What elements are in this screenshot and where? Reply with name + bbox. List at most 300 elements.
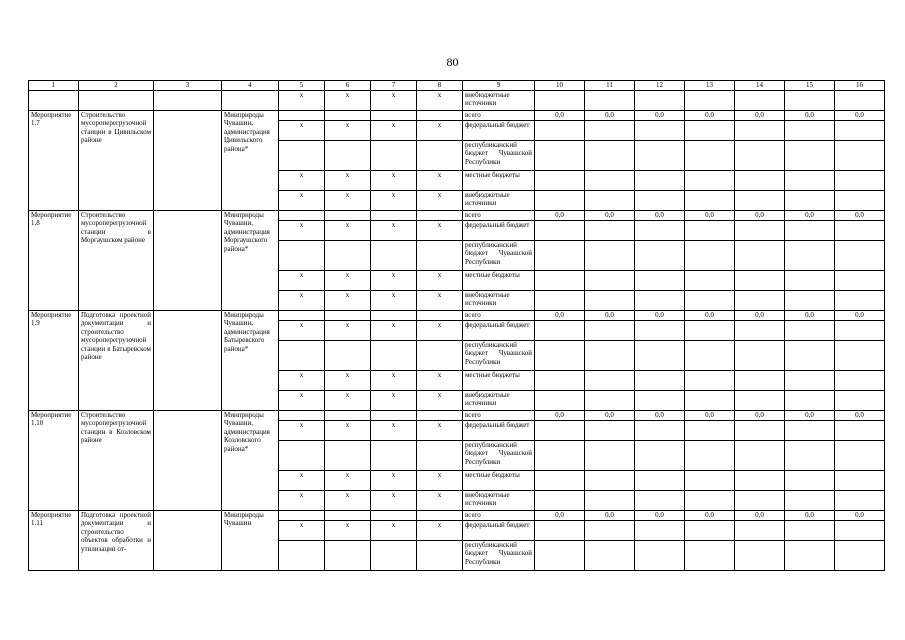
empty-cell: [417, 111, 463, 121]
value-cell: [785, 521, 835, 541]
mark-cell: x: [417, 171, 463, 191]
value-cell: [785, 371, 835, 391]
empty-cell: [325, 311, 371, 321]
zero-value-cell: 0,0: [535, 311, 585, 321]
empty-cell: [154, 511, 222, 571]
value-cell: [735, 421, 785, 441]
column-number: 16: [835, 81, 885, 91]
value-cell: [635, 321, 685, 341]
mark-cell: x: [371, 171, 417, 191]
funding-source: республиканский бюджет Чувашской Республики: [463, 341, 535, 371]
value-cell: [685, 191, 735, 211]
value-cell: [535, 141, 585, 171]
value-cell: [585, 521, 635, 541]
mark-cell: x: [325, 221, 371, 241]
value-cell: [535, 341, 585, 371]
mark-cell: x: [417, 391, 463, 411]
value-cell: [735, 341, 785, 371]
event-executor: Минприроды Чувашии, администрация Цивильского района*: [222, 111, 279, 211]
empty-cell: [279, 311, 325, 321]
zero-value-cell: 0,0: [585, 111, 635, 121]
mark-cell: x: [417, 191, 463, 211]
event-title: Строительство мусороперегрузочной станции в Цивильском районе: [79, 111, 154, 211]
page-number: 80: [446, 55, 459, 69]
zero-value-cell: 0,0: [585, 511, 635, 521]
value-cell: [735, 521, 785, 541]
value-cell: [635, 91, 685, 111]
empty-cell: [154, 311, 222, 411]
value-cell: [535, 291, 585, 311]
value-cell: [835, 391, 885, 411]
value-cell: [535, 391, 585, 411]
value-cell: [685, 471, 735, 491]
mark-cell: x: [417, 521, 463, 541]
value-cell: [685, 271, 735, 291]
event-name: Мероприятие 1.11: [29, 511, 79, 571]
empty-cell: [325, 241, 371, 271]
mark-cell: x: [371, 271, 417, 291]
mark-cell: x: [279, 521, 325, 541]
value-cell: [585, 441, 635, 471]
event-title: Подготовка проектной документации и строительство мусороперегрузочной станции в Батыревском районе: [79, 311, 154, 411]
value-cell: [785, 221, 835, 241]
event-total-row: [29, 311, 885, 321]
value-cell: [685, 421, 735, 441]
empty-cell: [417, 511, 463, 521]
value-cell: [685, 291, 735, 311]
zero-value-cell: 0,0: [735, 111, 785, 121]
funding-source: республиканский бюджет Чувашской Республики: [463, 141, 535, 171]
value-cell: [635, 191, 685, 211]
column-number: 10: [535, 81, 585, 91]
value-cell: [735, 221, 785, 241]
value-cell: [635, 141, 685, 171]
funding-source: местные бюджеты: [463, 171, 535, 191]
zero-value-cell: 0,0: [785, 211, 835, 221]
value-cell: [635, 441, 685, 471]
value-cell: [685, 141, 735, 171]
value-cell: [785, 191, 835, 211]
value-cell: [835, 341, 885, 371]
event-executor: Минприроды Чувашии, администрация Козловского района*: [222, 411, 279, 511]
empty-cell: [79, 91, 154, 111]
mark-cell: x: [279, 321, 325, 341]
empty-cell: [29, 91, 79, 111]
zero-value-cell: 0,0: [585, 211, 635, 221]
zero-value-cell: 0,0: [535, 411, 585, 421]
empty-cell: [279, 241, 325, 271]
empty-cell: [325, 211, 371, 221]
value-cell: [835, 141, 885, 171]
value-cell: [585, 321, 635, 341]
value-cell: [685, 171, 735, 191]
mark-cell: x: [417, 221, 463, 241]
value-cell: [635, 521, 685, 541]
empty-cell: [279, 441, 325, 471]
zero-value-cell: 0,0: [785, 411, 835, 421]
zero-value-cell: 0,0: [685, 411, 735, 421]
zero-value-cell: 0,0: [835, 411, 885, 421]
empty-cell: [371, 541, 417, 571]
mark-cell: x: [325, 391, 371, 411]
mark-cell: x: [371, 91, 417, 111]
value-cell: [835, 171, 885, 191]
mark-cell: x: [417, 321, 463, 341]
value-cell: [535, 221, 585, 241]
empty-cell: [417, 241, 463, 271]
value-cell: [635, 491, 685, 511]
value-cell: [835, 441, 885, 471]
value-cell: [685, 221, 735, 241]
table-body: [29, 81, 885, 571]
zero-value-cell: 0,0: [735, 511, 785, 521]
mark-cell: x: [417, 491, 463, 511]
value-cell: [735, 241, 785, 271]
funding-source: федеральный бюджет: [463, 121, 535, 141]
funding-source: федеральный бюджет: [463, 421, 535, 441]
value-cell: [735, 491, 785, 511]
value-cell: [635, 171, 685, 191]
zero-value-cell: 0,0: [685, 311, 735, 321]
value-cell: [535, 491, 585, 511]
funding-source: внебюджетные источники: [463, 191, 535, 211]
empty-cell: [325, 541, 371, 571]
value-cell: [635, 271, 685, 291]
mark-cell: x: [325, 191, 371, 211]
mark-cell: x: [279, 471, 325, 491]
zero-value-cell: 0,0: [635, 211, 685, 221]
value-cell: [785, 291, 835, 311]
zero-value-cell: 0,0: [785, 511, 835, 521]
event-executor: Минприроды Чувашии, администрация Батыревского района*: [222, 311, 279, 411]
empty-cell: [325, 141, 371, 171]
event-executor: Минприроды Чувашии: [222, 511, 279, 571]
zero-value-cell: 0,0: [585, 311, 635, 321]
mark-cell: x: [279, 271, 325, 291]
value-cell: [585, 371, 635, 391]
zero-value-cell: 0,0: [835, 211, 885, 221]
event-title: Строительство мусороперегрузочной станции в Козловском районе: [79, 411, 154, 511]
value-cell: [735, 271, 785, 291]
zero-value-cell: 0,0: [635, 511, 685, 521]
value-cell: [785, 471, 835, 491]
event-name: Мероприятие 1.10: [29, 411, 79, 511]
zero-value-cell: 0,0: [735, 411, 785, 421]
value-cell: [785, 241, 835, 271]
value-cell: [785, 441, 835, 471]
zero-value-cell: 0,0: [735, 211, 785, 221]
event-total-row: [29, 111, 885, 121]
value-cell: [585, 271, 635, 291]
mark-cell: x: [279, 491, 325, 511]
event-title: Подготовка проектной документации и строительство объектов обработки и утилизации от-: [79, 511, 154, 571]
value-cell: [685, 341, 735, 371]
value-cell: [585, 121, 635, 141]
value-cell: [585, 541, 635, 571]
zero-value-cell: 0,0: [635, 311, 685, 321]
empty-cell: [371, 511, 417, 521]
value-cell: [635, 241, 685, 271]
value-cell: [585, 341, 635, 371]
empty-cell: [279, 341, 325, 371]
value-cell: [835, 121, 885, 141]
value-cell: [585, 191, 635, 211]
value-cell: [735, 391, 785, 411]
empty-cell: [417, 141, 463, 171]
value-cell: [735, 141, 785, 171]
value-cell: [785, 391, 835, 411]
column-number: 4: [222, 81, 279, 91]
zero-value-cell: 0,0: [835, 111, 885, 121]
mark-cell: x: [371, 391, 417, 411]
mark-cell: x: [325, 491, 371, 511]
value-cell: [785, 171, 835, 191]
funding-source: федеральный бюджет: [463, 221, 535, 241]
funding-source: федеральный бюджет: [463, 321, 535, 341]
carryover-row: [29, 91, 885, 111]
empty-cell: [417, 411, 463, 421]
column-number: 8: [417, 81, 463, 91]
value-cell: [535, 321, 585, 341]
mark-cell: x: [371, 121, 417, 141]
zero-value-cell: 0,0: [835, 311, 885, 321]
empty-cell: [222, 91, 279, 111]
value-cell: [835, 221, 885, 241]
mark-cell: x: [371, 221, 417, 241]
value-cell: [535, 371, 585, 391]
value-cell: [635, 291, 685, 311]
value-cell: [735, 441, 785, 471]
value-cell: [635, 541, 685, 571]
funding-source: внебюджетные источники: [463, 291, 535, 311]
funding-source: республиканский бюджет Чувашской Республики: [463, 441, 535, 471]
zero-value-cell: 0,0: [785, 111, 835, 121]
zero-value-cell: 0,0: [685, 511, 735, 521]
empty-cell: [154, 411, 222, 511]
empty-cell: [279, 411, 325, 421]
empty-cell: [279, 541, 325, 571]
column-number: 15: [785, 81, 835, 91]
value-cell: [535, 521, 585, 541]
empty-cell: [279, 211, 325, 221]
mark-cell: x: [279, 91, 325, 111]
empty-cell: [371, 141, 417, 171]
value-cell: [585, 221, 635, 241]
mark-cell: x: [325, 171, 371, 191]
value-cell: [585, 91, 635, 111]
event-total-row: [29, 411, 885, 421]
column-number: 11: [585, 81, 635, 91]
value-cell: [835, 271, 885, 291]
empty-cell: [325, 411, 371, 421]
value-cell: [635, 471, 685, 491]
mark-cell: x: [371, 371, 417, 391]
event-name: Мероприятие 1.8: [29, 211, 79, 311]
value-cell: [535, 91, 585, 111]
value-cell: [735, 191, 785, 211]
empty-cell: [279, 511, 325, 521]
value-cell: [785, 421, 835, 441]
value-cell: [635, 121, 685, 141]
value-cell: [735, 371, 785, 391]
value-cell: [535, 471, 585, 491]
value-cell: [735, 171, 785, 191]
funding-source: внебюджетные источники: [463, 391, 535, 411]
mark-cell: x: [371, 521, 417, 541]
funding-source: местные бюджеты: [463, 371, 535, 391]
empty-cell: [371, 441, 417, 471]
empty-cell: [417, 441, 463, 471]
value-cell: [785, 341, 835, 371]
value-cell: [635, 221, 685, 241]
value-cell: [785, 321, 835, 341]
value-cell: [785, 541, 835, 571]
value-cell: [635, 371, 685, 391]
value-cell: [785, 141, 835, 171]
mark-cell: x: [279, 121, 325, 141]
event-name: Мероприятие 1.7: [29, 111, 79, 211]
event-executor: Минприроды Чувашии, администрация Моргаушского района*: [222, 211, 279, 311]
value-cell: [835, 491, 885, 511]
empty-cell: [371, 341, 417, 371]
mark-cell: x: [325, 291, 371, 311]
value-cell: [835, 541, 885, 571]
zero-value-cell: 0,0: [685, 211, 735, 221]
zero-value-cell: 0,0: [635, 411, 685, 421]
value-cell: [685, 321, 735, 341]
value-cell: [685, 121, 735, 141]
value-cell: [585, 421, 635, 441]
column-number: 9: [463, 81, 535, 91]
empty-cell: [371, 411, 417, 421]
value-cell: [585, 291, 635, 311]
value-cell: [735, 121, 785, 141]
funding-source: республиканский бюджет Чувашской Республики: [463, 241, 535, 271]
mark-cell: x: [371, 291, 417, 311]
empty-cell: [279, 111, 325, 121]
value-cell: [785, 491, 835, 511]
mark-cell: x: [371, 491, 417, 511]
zero-value-cell: 0,0: [635, 111, 685, 121]
value-cell: [585, 471, 635, 491]
value-cell: [535, 171, 585, 191]
mark-cell: x: [279, 171, 325, 191]
value-cell: [835, 241, 885, 271]
mark-cell: x: [279, 371, 325, 391]
column-number: 1: [29, 81, 79, 91]
empty-cell: [325, 341, 371, 371]
mark-cell: x: [417, 271, 463, 291]
value-cell: [535, 271, 585, 291]
empty-cell: [154, 211, 222, 311]
value-cell: [835, 291, 885, 311]
empty-cell: [325, 441, 371, 471]
mark-cell: x: [417, 121, 463, 141]
mark-cell: x: [417, 421, 463, 441]
column-number: 13: [685, 81, 735, 91]
mark-cell: x: [371, 191, 417, 211]
value-cell: [835, 191, 885, 211]
mark-cell: x: [417, 291, 463, 311]
mark-cell: x: [279, 221, 325, 241]
empty-cell: [417, 341, 463, 371]
empty-cell: [325, 511, 371, 521]
value-cell: [735, 321, 785, 341]
value-cell: [685, 371, 735, 391]
mark-cell: x: [371, 471, 417, 491]
funding-source: внебюджетные источники: [463, 491, 535, 511]
empty-cell: [154, 91, 222, 111]
value-cell: [835, 321, 885, 341]
value-cell: [785, 271, 835, 291]
value-cell: [785, 91, 835, 111]
value-cell: [585, 141, 635, 171]
value-cell: [585, 491, 635, 511]
value-cell: [585, 171, 635, 191]
value-cell: [635, 421, 685, 441]
mark-cell: x: [279, 191, 325, 211]
funding-source: всего: [463, 311, 535, 321]
value-cell: [735, 291, 785, 311]
value-cell: [835, 91, 885, 111]
value-cell: [735, 541, 785, 571]
event-name: Мероприятие 1.9: [29, 311, 79, 411]
value-cell: [585, 241, 635, 271]
empty-cell: [371, 211, 417, 221]
funding-source: местные бюджеты: [463, 271, 535, 291]
event-total-row: [29, 511, 885, 521]
zero-value-cell: 0,0: [535, 211, 585, 221]
mark-cell: x: [325, 421, 371, 441]
value-cell: [685, 491, 735, 511]
zero-value-cell: 0,0: [535, 511, 585, 521]
mark-cell: x: [279, 421, 325, 441]
value-cell: [635, 341, 685, 371]
funding-source: местные бюджеты: [463, 471, 535, 491]
mark-cell: x: [417, 371, 463, 391]
zero-value-cell: 0,0: [735, 311, 785, 321]
column-number: 2: [79, 81, 154, 91]
value-cell: [685, 91, 735, 111]
funding-source: всего: [463, 111, 535, 121]
value-cell: [535, 121, 585, 141]
zero-value-cell: 0,0: [585, 411, 635, 421]
value-cell: [835, 421, 885, 441]
column-number: 7: [371, 81, 417, 91]
zero-value-cell: 0,0: [835, 511, 885, 521]
value-cell: [735, 91, 785, 111]
value-cell: [835, 371, 885, 391]
funding-source: внебюджетные источники: [463, 91, 535, 111]
empty-cell: [417, 541, 463, 571]
mark-cell: x: [325, 471, 371, 491]
column-number: 14: [735, 81, 785, 91]
event-total-row: [29, 211, 885, 221]
value-cell: [685, 241, 735, 271]
empty-cell: [371, 111, 417, 121]
zero-value-cell: 0,0: [785, 311, 835, 321]
mark-cell: x: [325, 321, 371, 341]
mark-cell: x: [417, 91, 463, 111]
funding-source: федеральный бюджет: [463, 521, 535, 541]
value-cell: [685, 391, 735, 411]
funding-source: всего: [463, 411, 535, 421]
value-cell: [835, 471, 885, 491]
column-number-row: [29, 81, 885, 91]
mark-cell: x: [325, 121, 371, 141]
mark-cell: x: [325, 521, 371, 541]
mark-cell: x: [325, 371, 371, 391]
